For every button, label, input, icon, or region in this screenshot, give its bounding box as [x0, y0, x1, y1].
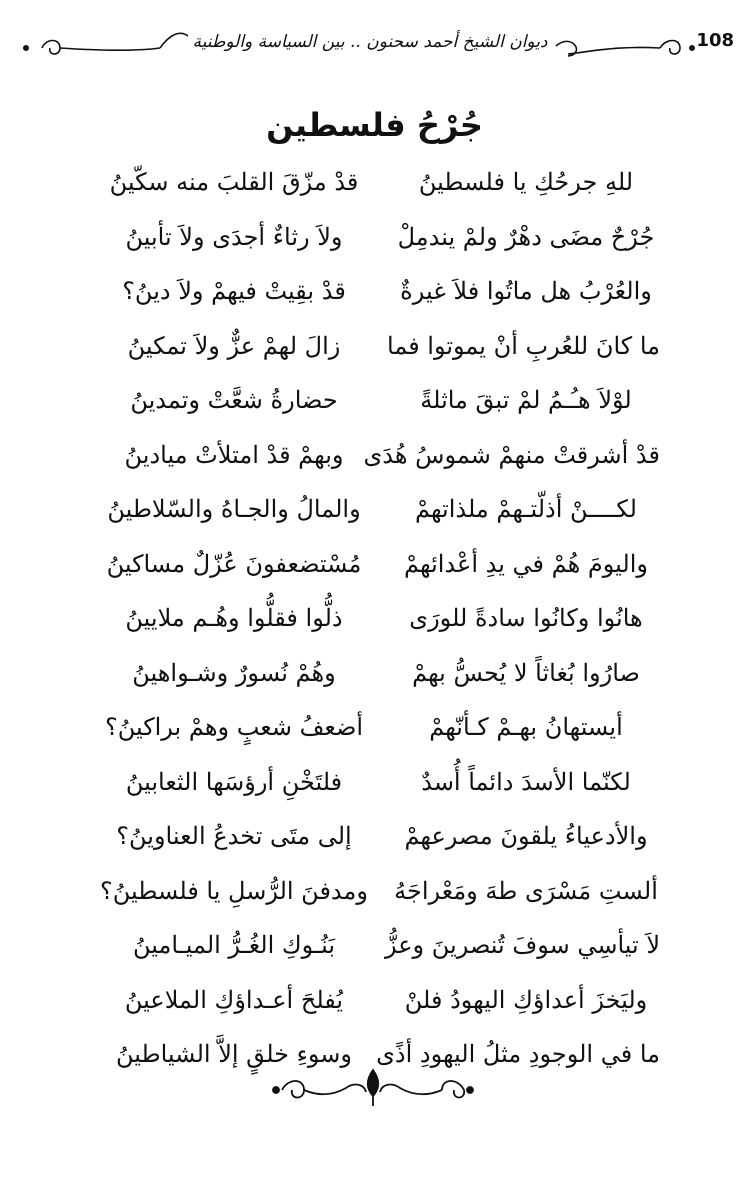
running-title: ديوان الشيخ أحمد سحنون .. بين السياسة والوطنية: [192, 32, 548, 52]
verse: [100, 651, 660, 706]
verse: [100, 487, 660, 542]
verse: [100, 433, 660, 488]
verse-first-hemistich: قدْ أشرقتْ منهمْ شموسُ هُدَى: [363, 440, 660, 469]
verse-first-hemistich: أيستهانُ بهـمْ كـأنّهمْ: [429, 713, 623, 741]
verse: [100, 760, 660, 815]
verse-second-hemistich: يُفلحَ أعـداؤكِ الملاعينُ: [124, 985, 344, 1014]
verse-first-hemistich: واليومَ هُمْ في يدِ أعْدائهمْ: [404, 549, 648, 578]
verse-second-hemistich: قدْ بقِيتْ فيهمْ ولاَ دينُ؟: [122, 277, 346, 305]
verse-second-hemistich: وهُمْ نُسورٌ وشـواهينُ: [132, 658, 336, 687]
verse: [100, 869, 660, 924]
verse: [100, 542, 660, 597]
verse-first-hemistich: والأدعياءُ يلقونَ مصرعهمْ: [404, 822, 648, 850]
verse: [100, 160, 660, 215]
verse-second-hemistich: وبهمْ قدْ امتلأتْ ميادينُ: [124, 440, 344, 469]
verse-first-hemistich: لوْلاَ هـُـمُ لمْ تبقَ ماثلةً: [420, 386, 632, 414]
verse-first-hemistich: للهِ جرحُكِ يا فلسطينُ: [418, 168, 634, 196]
verse: [100, 596, 660, 651]
verse: [100, 215, 660, 270]
verse-first-hemistich: جُرْحٌ مضَى دهْرٌ ولمْ يندمِلْ: [397, 222, 655, 251]
poem-verses: [100, 160, 660, 1087]
verse: [100, 978, 660, 1033]
verse-first-hemistich: ألستِ مَسْرَى طهَ ومَعْراجَهُ: [394, 876, 658, 905]
verse: [100, 923, 660, 978]
verse-second-hemistich: والمالُ والجـاهُ والسّلاطينُ: [107, 495, 361, 523]
verse-second-hemistich: زالَ لهمْ عزٌّ ولاَ تمكينُ: [127, 331, 341, 360]
verse-first-hemistich: لكنّما الأسدَ دائماً أُسدٌ: [421, 767, 631, 796]
verse-second-hemistich: ذلُّوا فقلُّوا وهُـم ملايينُ: [125, 604, 343, 632]
verse-first-hemistich: ما كانَ للعُربِ أنْ يموتوا فما: [387, 331, 660, 360]
verse-second-hemistich: وسوءِ خلقٍ إلاَّ الشياطينُ: [116, 1040, 352, 1068]
verse-second-hemistich: أضعفُ شعبٍ وهمْ براكينُ؟: [104, 713, 364, 741]
verse: [100, 705, 660, 760]
verse-second-hemistich: فلتَخْنِ أرؤسَها الثعابينُ: [125, 767, 343, 796]
poem-title: جُرْحُ فلسطين: [266, 106, 483, 144]
verse-first-hemistich: هانُوا وكانُوا سادةً للورَى: [409, 604, 643, 632]
verse-second-hemistich: بَنُـوكِ الغُـرُّ الميـامينُ: [132, 931, 336, 959]
verse-second-hemistich: حضارةُ شعَّتْ وتمدينُ: [130, 386, 338, 414]
verse-second-hemistich: ولاَ رثاءٌ أجدَى ولاَ تأبينُ: [125, 222, 343, 251]
verse: [100, 324, 660, 379]
running-header: [20, 24, 734, 72]
fleuron-divider-icon: [268, 1066, 478, 1110]
verse: [100, 814, 660, 869]
verse-second-hemistich: ومدفنَ الرُّسلِ يا فلسطينُ؟: [100, 876, 368, 905]
verse-second-hemistich: إلى متَى تخدعُ العناوينُ؟: [116, 822, 352, 850]
page-number: 108: [696, 30, 734, 51]
verse-first-hemistich: وليَخزَ أعداؤكِ اليهودُ فلنْ: [404, 985, 648, 1014]
verse-first-hemistich: لكــــنْ أذلّتـهمْ ملذاتهمْ: [415, 495, 637, 523]
verse: [100, 269, 660, 324]
verse-first-hemistich: ما في الوجودِ مثلُ اليهودِ أذًى: [376, 1040, 660, 1068]
verse-second-hemistich: قدْ مزّقَ القلبَ منه سكّينُ: [109, 168, 359, 196]
verse-first-hemistich: صارُوا بُغاثاً لا يُحسُّ بهمْ: [412, 658, 640, 687]
verse-first-hemistich: لاَ تيأسِي سوفَ تُنصرينَ وعزُّ: [384, 931, 660, 959]
verse-first-hemistich: والعُرْبُ هل ماتُوا فلاَ غيرةٌ: [400, 277, 652, 305]
verse: [100, 378, 660, 433]
verse-second-hemistich: مُسْتضعفونَ عُزّلٌ مساكينُ: [106, 549, 362, 578]
